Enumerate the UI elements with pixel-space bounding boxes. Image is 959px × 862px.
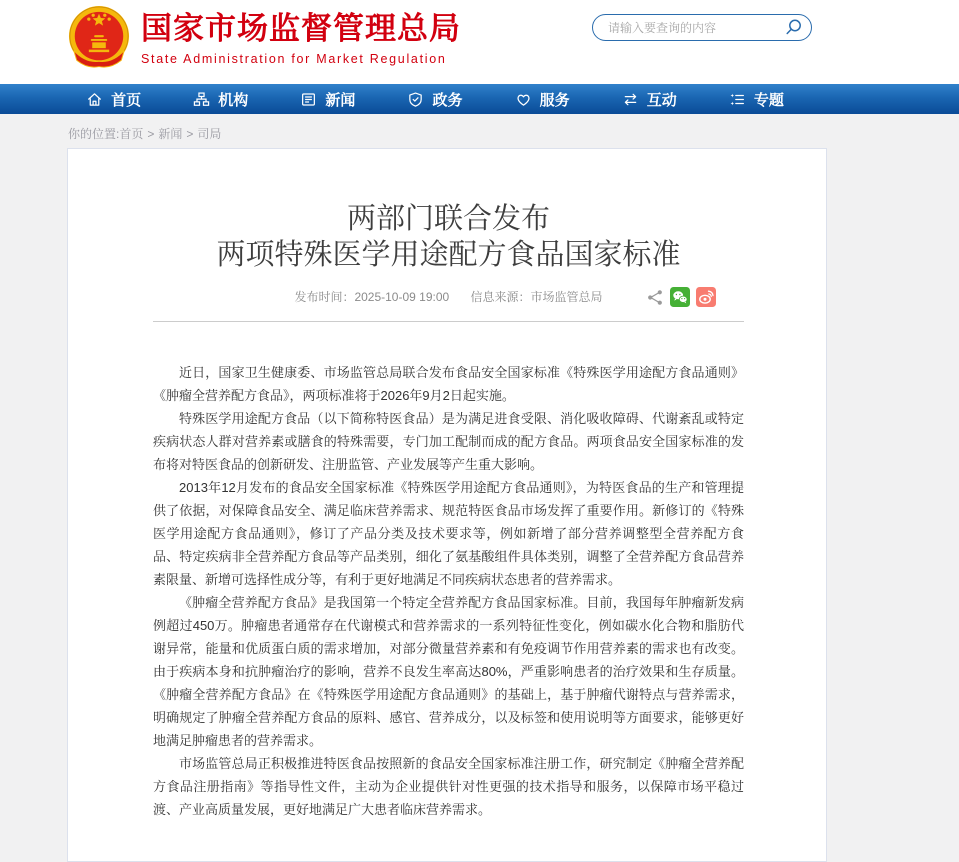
- service-icon: [515, 91, 532, 108]
- breadcrumb: 你的位置:首页 > 新闻 > 司局: [68, 127, 222, 141]
- article-title-line2: 两项特殊医学用途配方食品国家标准: [216, 239, 681, 271]
- interact-icon: [622, 91, 639, 108]
- home-icon: [86, 91, 103, 108]
- breadcrumb-item-dept[interactable]: 司局: [197, 127, 222, 141]
- wechat-icon[interactable]: [670, 287, 690, 307]
- article-container: [67, 148, 827, 862]
- nav-label: 服务: [539, 91, 570, 109]
- article-body: [153, 361, 744, 821]
- source: 信息来源：市场监管总局: [470, 290, 603, 304]
- nav-label: 互动: [646, 91, 677, 109]
- nav-label: 政务: [432, 91, 463, 109]
- nav-item-interact[interactable]: [596, 84, 703, 114]
- nav-item-topics[interactable]: [703, 84, 810, 114]
- breadcrumb-label: 你的位置:: [68, 127, 120, 141]
- nav-item-news[interactable]: [274, 84, 381, 114]
- search-box: [592, 14, 812, 41]
- share-buttons: [646, 287, 716, 307]
- site-title: 国家市场监督管理总局: [141, 11, 461, 46]
- national-emblem-logo: [68, 5, 130, 71]
- site-header: [0, 0, 959, 84]
- meta-divider: [153, 321, 744, 322]
- nav-label: 新闻: [325, 91, 356, 109]
- search-input[interactable]: [606, 20, 783, 36]
- topics-icon: [729, 91, 746, 108]
- article-title: [153, 201, 744, 273]
- article-paragraph: 市场监管总局正积极推进特医食品按照新的食品安全国家标准注册工作，研究制定《肿瘤全营养配方食品注册指南》等指导性文件，主动为企业提供针对性更强的技术指导和服务，以保障市场平稳过渡、产业高质量发展，更好地满足广大患者临床营养需求。: [153, 756, 744, 817]
- breadcrumb-item-news[interactable]: 新闻: [158, 127, 183, 141]
- share-icon[interactable]: [646, 288, 664, 306]
- article-paragraph: 《肿瘤全营养配方食品》是我国第一个特定全营养配方食品国家标准。目前，我国每年肿瘤新发病例超过450万。肿瘤患者通常存在代谢模式和营养需求的一系列特征性变化，例如碳水化合物和脂肪代谢异常，能量和优质蛋白质的需求增加，对部分微量营养素和有免疫调节作用营养素的需求也有改变。由于疾病本身和抗肿瘤治疗的影响，营养不良发生率高达80%，严重影响患者的治疗效果和生存质量。《肿瘤全营养配方食品》在《特殊医学用途配方食品通则》的基础上，基于肿瘤代谢特点与营养需求，明确规定了肿瘤全营养配方食品的原料、感官、营养成分，以及标签和使用说明等方面要求，能够更好地满足肿瘤患者的营养需求。: [153, 595, 744, 748]
- nav-label: 首页: [111, 91, 142, 109]
- search-icon: [784, 18, 803, 37]
- publish-time: 发布时间：2025-10-09 19:00: [294, 290, 450, 304]
- article-paragraph: 2013年12月发布的食品安全国家标准《特殊医学用途配方食品通则》，为特医食品的生产和管理提供了依据，对保障食品安全、满足临床营养需求、规范特医食品市场发挥了重要作用。新修订的《特殊医学用途配方食品通则》，修订了产品分类及技术要求等，例如新增了部分营养调整型全营养配方食品、特定疾病非全营养配方食品等产品类别，细化了氨基酸组件具体类别，调整了全营养配方食品营养素限量、新增可选择性成分等，有利于更好地满足不同疾病状态患者的营养需求。: [153, 480, 744, 587]
- article-paragraph: 特殊医学用途配方食品（以下简称特医食品）是为满足进食受限、消化吸收障碍、代谢紊乱或特定疾病状态人群对营养素或膳食的特殊需要，专门加工配制而成的配方食品。两项食品安全国家标准的发布将对特医食品的创新研发、注册监管、产业发展等产生重大影响。: [153, 411, 744, 472]
- main-nav: [0, 84, 959, 114]
- gov-icon: [407, 91, 424, 108]
- nav-item-home[interactable]: [60, 84, 167, 114]
- nav-item-org[interactable]: [167, 84, 274, 114]
- article-title-line1: 两部门联合发布: [346, 203, 550, 235]
- nav-label: 专题: [753, 91, 784, 109]
- search-button[interactable]: [783, 18, 803, 38]
- article-meta: [153, 286, 744, 308]
- breadcrumb-item-home[interactable]: 首页: [119, 127, 144, 141]
- org-icon: [193, 91, 210, 108]
- weibo-icon[interactable]: [696, 287, 716, 307]
- national-emblem-icon: [68, 5, 130, 71]
- site-subtitle: State Administration for Market Regulation: [141, 52, 447, 66]
- nav-label: 机构: [218, 91, 249, 109]
- nav-item-gov[interactable]: [381, 84, 488, 114]
- news-icon: [300, 91, 317, 108]
- nav-item-service[interactable]: [489, 84, 596, 114]
- article-paragraph: 近日，国家卫生健康委、市场监管总局联合发布食品安全国家标准《特殊医学用途配方食品通则》《肿瘤全营养配方食品》，两项标准将于2026年9月2日起实施。: [153, 365, 744, 403]
